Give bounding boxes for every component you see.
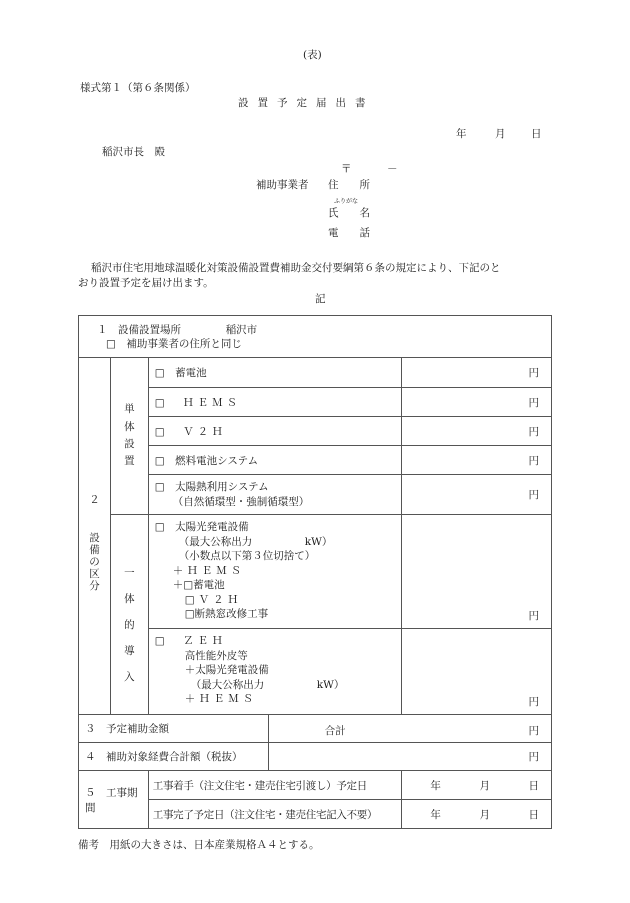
integrated-item-zeh[interactable]: [148, 629, 402, 715]
phone-label: 電 話: [328, 227, 370, 239]
integrated-install-label: 一体的導入: [124, 566, 135, 683]
document-title: 設置予定届出書: [238, 97, 375, 109]
construction-start-date[interactable]: [402, 771, 552, 800]
address-label: 住 所: [328, 179, 370, 191]
same-address-checkbox[interactable]: □ 補助事業者の住所と同じ: [106, 337, 242, 350]
single-item-solar-thermal[interactable]: [148, 475, 402, 515]
single-item-fuel-cell[interactable]: □ 燃料電池システム: [148, 446, 402, 475]
construction-end-date[interactable]: [402, 800, 552, 829]
body-text-line2: おり設置予定を届け出ます。: [78, 277, 214, 289]
amount-hems[interactable]: 円: [402, 388, 552, 417]
integrated-item-row: [79, 515, 552, 629]
single-item-v2h[interactable]: □ Ｖ２Ｈ: [148, 417, 402, 446]
end-day-label: 日: [528, 808, 539, 821]
start-year-label: 年: [430, 779, 441, 792]
postal-mark: 〒: [341, 163, 352, 175]
decimal-note-line: （小数点以下第３位切捨て）: [178, 550, 316, 562]
solar-thermal-label: □ 太陽熱利用システム: [154, 481, 269, 493]
section5-row: [79, 771, 552, 800]
section3-label: ３ 予定補助金額: [79, 715, 269, 743]
applicant-role-label: 補助事業者: [256, 179, 309, 191]
plus-hems-line: ＋ＨＥＭＳ: [172, 564, 246, 577]
section1-city: 稲沢市: [225, 323, 258, 336]
form-number: 様式第１（第６条関係）: [80, 82, 196, 94]
integrated-item-row: [79, 629, 552, 715]
date-year-label: 年: [456, 128, 467, 140]
single-item-row: [79, 358, 552, 388]
page-side-label: (表): [303, 49, 322, 61]
section3-amount-cell[interactable]: [268, 715, 551, 743]
section4-amount-cell[interactable]: 円: [268, 743, 551, 771]
note-text: 備考 用紙の大きさは、日本産業規格Ａ４とする。: [78, 839, 320, 851]
zeh-checkbox[interactable]: □ ＺＥＨ: [154, 635, 227, 647]
application-table: [78, 315, 552, 829]
solar-thermal-sub: （自然循環型・強制循環型）: [172, 495, 310, 508]
section2-label: 設備の区分: [89, 531, 100, 593]
section5-label: ５ 工事期間: [79, 771, 149, 829]
addressee: 稲沢市長 殿: [102, 146, 165, 158]
end-month-label: 月: [479, 808, 490, 821]
single-install-label-cell: [110, 358, 148, 515]
high-perf-envelope-line: 高性能外皮等: [184, 649, 248, 662]
zeh-max-output-line: （最大公称出力 kW）: [190, 678, 345, 691]
section3-yen: 円: [528, 725, 539, 737]
section1-row: [79, 316, 552, 358]
amount-zeh[interactable]: 円: [402, 629, 552, 715]
solar-pv-checkbox[interactable]: □ 太陽光発電設備: [154, 521, 249, 533]
end-year-label: 年: [430, 808, 441, 821]
section1-label: １ 設備設置場所: [97, 323, 181, 336]
construction-start-label: 工事着手（注文住宅・建売住宅引渡し）予定日: [148, 771, 402, 800]
total-label: 合計: [324, 725, 346, 737]
plus-solar-line: ＋太陽光発電設備: [184, 664, 269, 676]
integrated-label-cell: [110, 515, 148, 715]
section4-label: ４ 補助対象経費合計額（税抜）: [79, 743, 269, 771]
amount-fuel-cell[interactable]: 円: [402, 446, 552, 475]
start-day-label: 日: [528, 779, 539, 792]
construction-end-label: 工事完了予定日（注文住宅・建売住宅記入不要）: [148, 800, 402, 829]
single-item-battery[interactable]: □ 蓄電池: [148, 358, 402, 388]
date-day-label: 日: [531, 128, 542, 140]
postal-dash: －: [387, 163, 398, 175]
amount-battery[interactable]: 円: [402, 358, 552, 388]
section4-row: [79, 743, 552, 771]
single-item-row: [79, 446, 552, 475]
amount-v2h[interactable]: 円: [402, 417, 552, 446]
name-label: 氏 名: [328, 207, 370, 219]
single-item-row: [79, 417, 552, 446]
plus-battery-checkbox[interactable]: ＋□蓄電池: [172, 579, 225, 591]
v2h-checkbox[interactable]: □Ｖ２Ｈ: [184, 593, 243, 606]
single-item-hems[interactable]: □ ＨＥＭＳ: [148, 388, 402, 417]
zeh-plus-hems-line: ＋ＨＥＭＳ: [184, 693, 258, 705]
date-month-label: 月: [495, 128, 506, 140]
section3-row: [79, 715, 552, 743]
section5-row: [79, 800, 552, 829]
furigana-label: ふりがな: [334, 198, 359, 205]
section2-header: [79, 358, 111, 715]
single-item-row: [79, 475, 552, 515]
window-renovation-checkbox[interactable]: □断熱窓改修工事: [184, 608, 269, 620]
max-output-line: （最大公称出力 kW）: [178, 535, 333, 548]
amount-integrated-solar[interactable]: 円: [402, 515, 552, 629]
single-item-row: [79, 388, 552, 417]
section2-number: ２: [89, 493, 100, 506]
integrated-item-solar[interactable]: [148, 515, 402, 629]
single-install-label: 単体設置: [124, 403, 135, 468]
amount-solar-thermal[interactable]: 円: [402, 475, 552, 515]
ki-label: 記: [315, 293, 326, 305]
body-text-line1: 稲沢市住宅用地球温暖化対策設備設置費補助金交付要綱第６条の規定により、下記のと: [91, 262, 501, 274]
start-month-label: 月: [479, 779, 490, 792]
